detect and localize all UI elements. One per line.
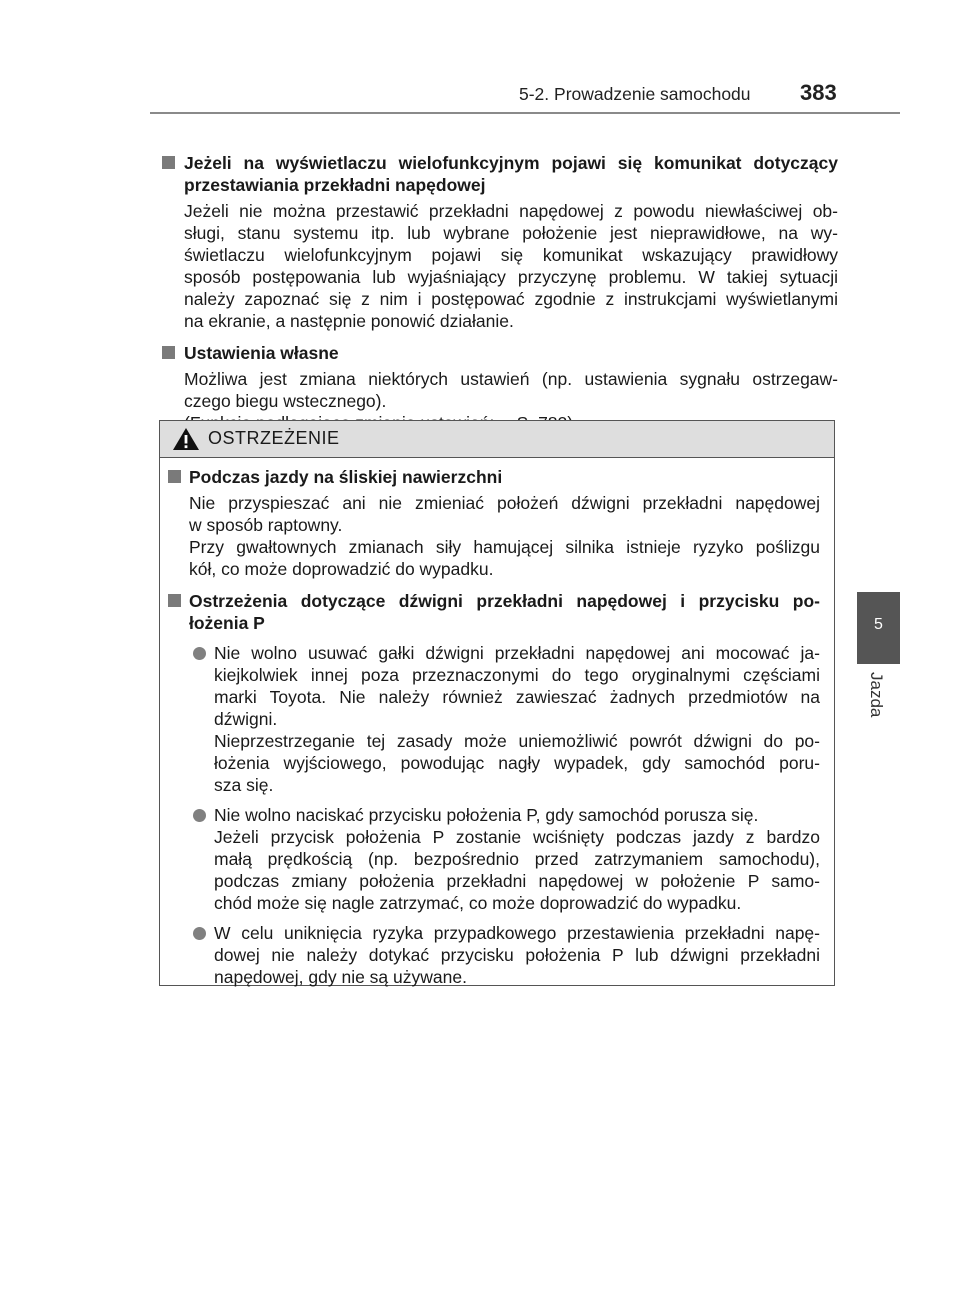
list-item: Nie wolno usuwać gałki dźwigni przekładni napędowej ani mocować ja- kiejkolwiek innej poza przeznaczonymi do tego oryginalnymi częściami marki Toyota. Nie należy również zawieszać żadnych przedmiotów na dźwigni. Nieprzestrzeganie tej zasady może uniemożliwić powrót dźwigni do po- łożenia wyjściowego, powodując nagły wypadek, gdy samochód poru- sza się. (168, 642, 820, 796)
warning-box (159, 420, 835, 986)
page-number: 383 (800, 80, 837, 105)
section-body: Jeżeli nie można przestawić przekładni napędowej z powodu niewłaściwej ob- sługi, stanu systemu itp. lub wybrane położenie jest nieprawidłowe, na wy- świetlaczu wielofunkcyjnym pojawi się komunikat wskazujący prawidłowy sposób postępowania lub wyjaśniający przyczynę problemu. W takiej sytuacji należy zapoznać się z nim i postępować zgodnie z instrukcjami wyświetlanymi na ekranie, a następnie ponowić działanie. (184, 201, 838, 331)
section-breadcrumb: 5-2. Prowadzenie samochodu (519, 84, 751, 104)
circle-bullet-icon (193, 809, 206, 822)
square-bullet-icon (162, 346, 175, 359)
chapter-label: Jazda (867, 672, 886, 718)
square-bullet-icon (168, 470, 181, 483)
circle-bullet-icon (193, 927, 206, 940)
section-title: Ustawienia własne (162, 342, 838, 364)
warning-title: OSTRZEŻENIE (208, 428, 340, 448)
chapter-tab (857, 592, 900, 664)
list-item: W celu uniknięcia ryzyka przypadkowego przestawienia przekładni napę- dowej nie należy dotykać przycisku położenia P lub dźwigni przekładni napędowej, gdy nie są używane. (168, 922, 820, 988)
warning-item-title: Podczas jazdy na śliskiej nawierzchni (168, 466, 820, 488)
warning-item-body: Nie przyspieszać ani nie zmieniać położeń dźwigni przekładni napędowej w sposób raptowny. Przy gwałtownych zmianach siły hamującej silnika istnieje ryzyko poślizgu kół, co może doprowadzić do wypadku. (189, 493, 820, 579)
section-multi-info-message (162, 152, 838, 332)
section-body: Możliwa jest zmiana niektórych ustawień (np. ustawienia sygnału ostrzegaw- czego biegu wstecznego). (162, 368, 838, 434)
circle-bullet-icon (193, 647, 206, 660)
main-content (162, 152, 838, 434)
square-bullet-icon (168, 594, 181, 607)
warning-triangle-icon (172, 427, 200, 451)
header-divider (150, 112, 900, 114)
list-item: Nie wolno naciskać przycisku położenia P, gdy samochód porusza się. Jeżeli przycisk położenia P zostanie wciśnięty podczas jazdy z bardzo małą prędkością (np. bezpośrednio przed zatrzymaniem samochodu), podczas zmiany położenia przekładni napędowej w położenie P samo- chód może się nagle zatrzymać, co może doprowadzić do wypadku. (168, 804, 820, 914)
chapter-number: 5 (874, 616, 883, 633)
warning-body (160, 458, 834, 988)
warning-item-title: Ostrzeżenia dotyczące dźwigni przekładni napędowej i przycisku po- łożenia P (168, 590, 820, 634)
warning-header (160, 421, 834, 458)
square-bullet-icon (162, 156, 175, 169)
section-title: Jeżeli na wyświetlaczu wielofunkcyjnym pojawi się komunikat dotyczący przestawiania przekładni napędowej (162, 152, 838, 196)
